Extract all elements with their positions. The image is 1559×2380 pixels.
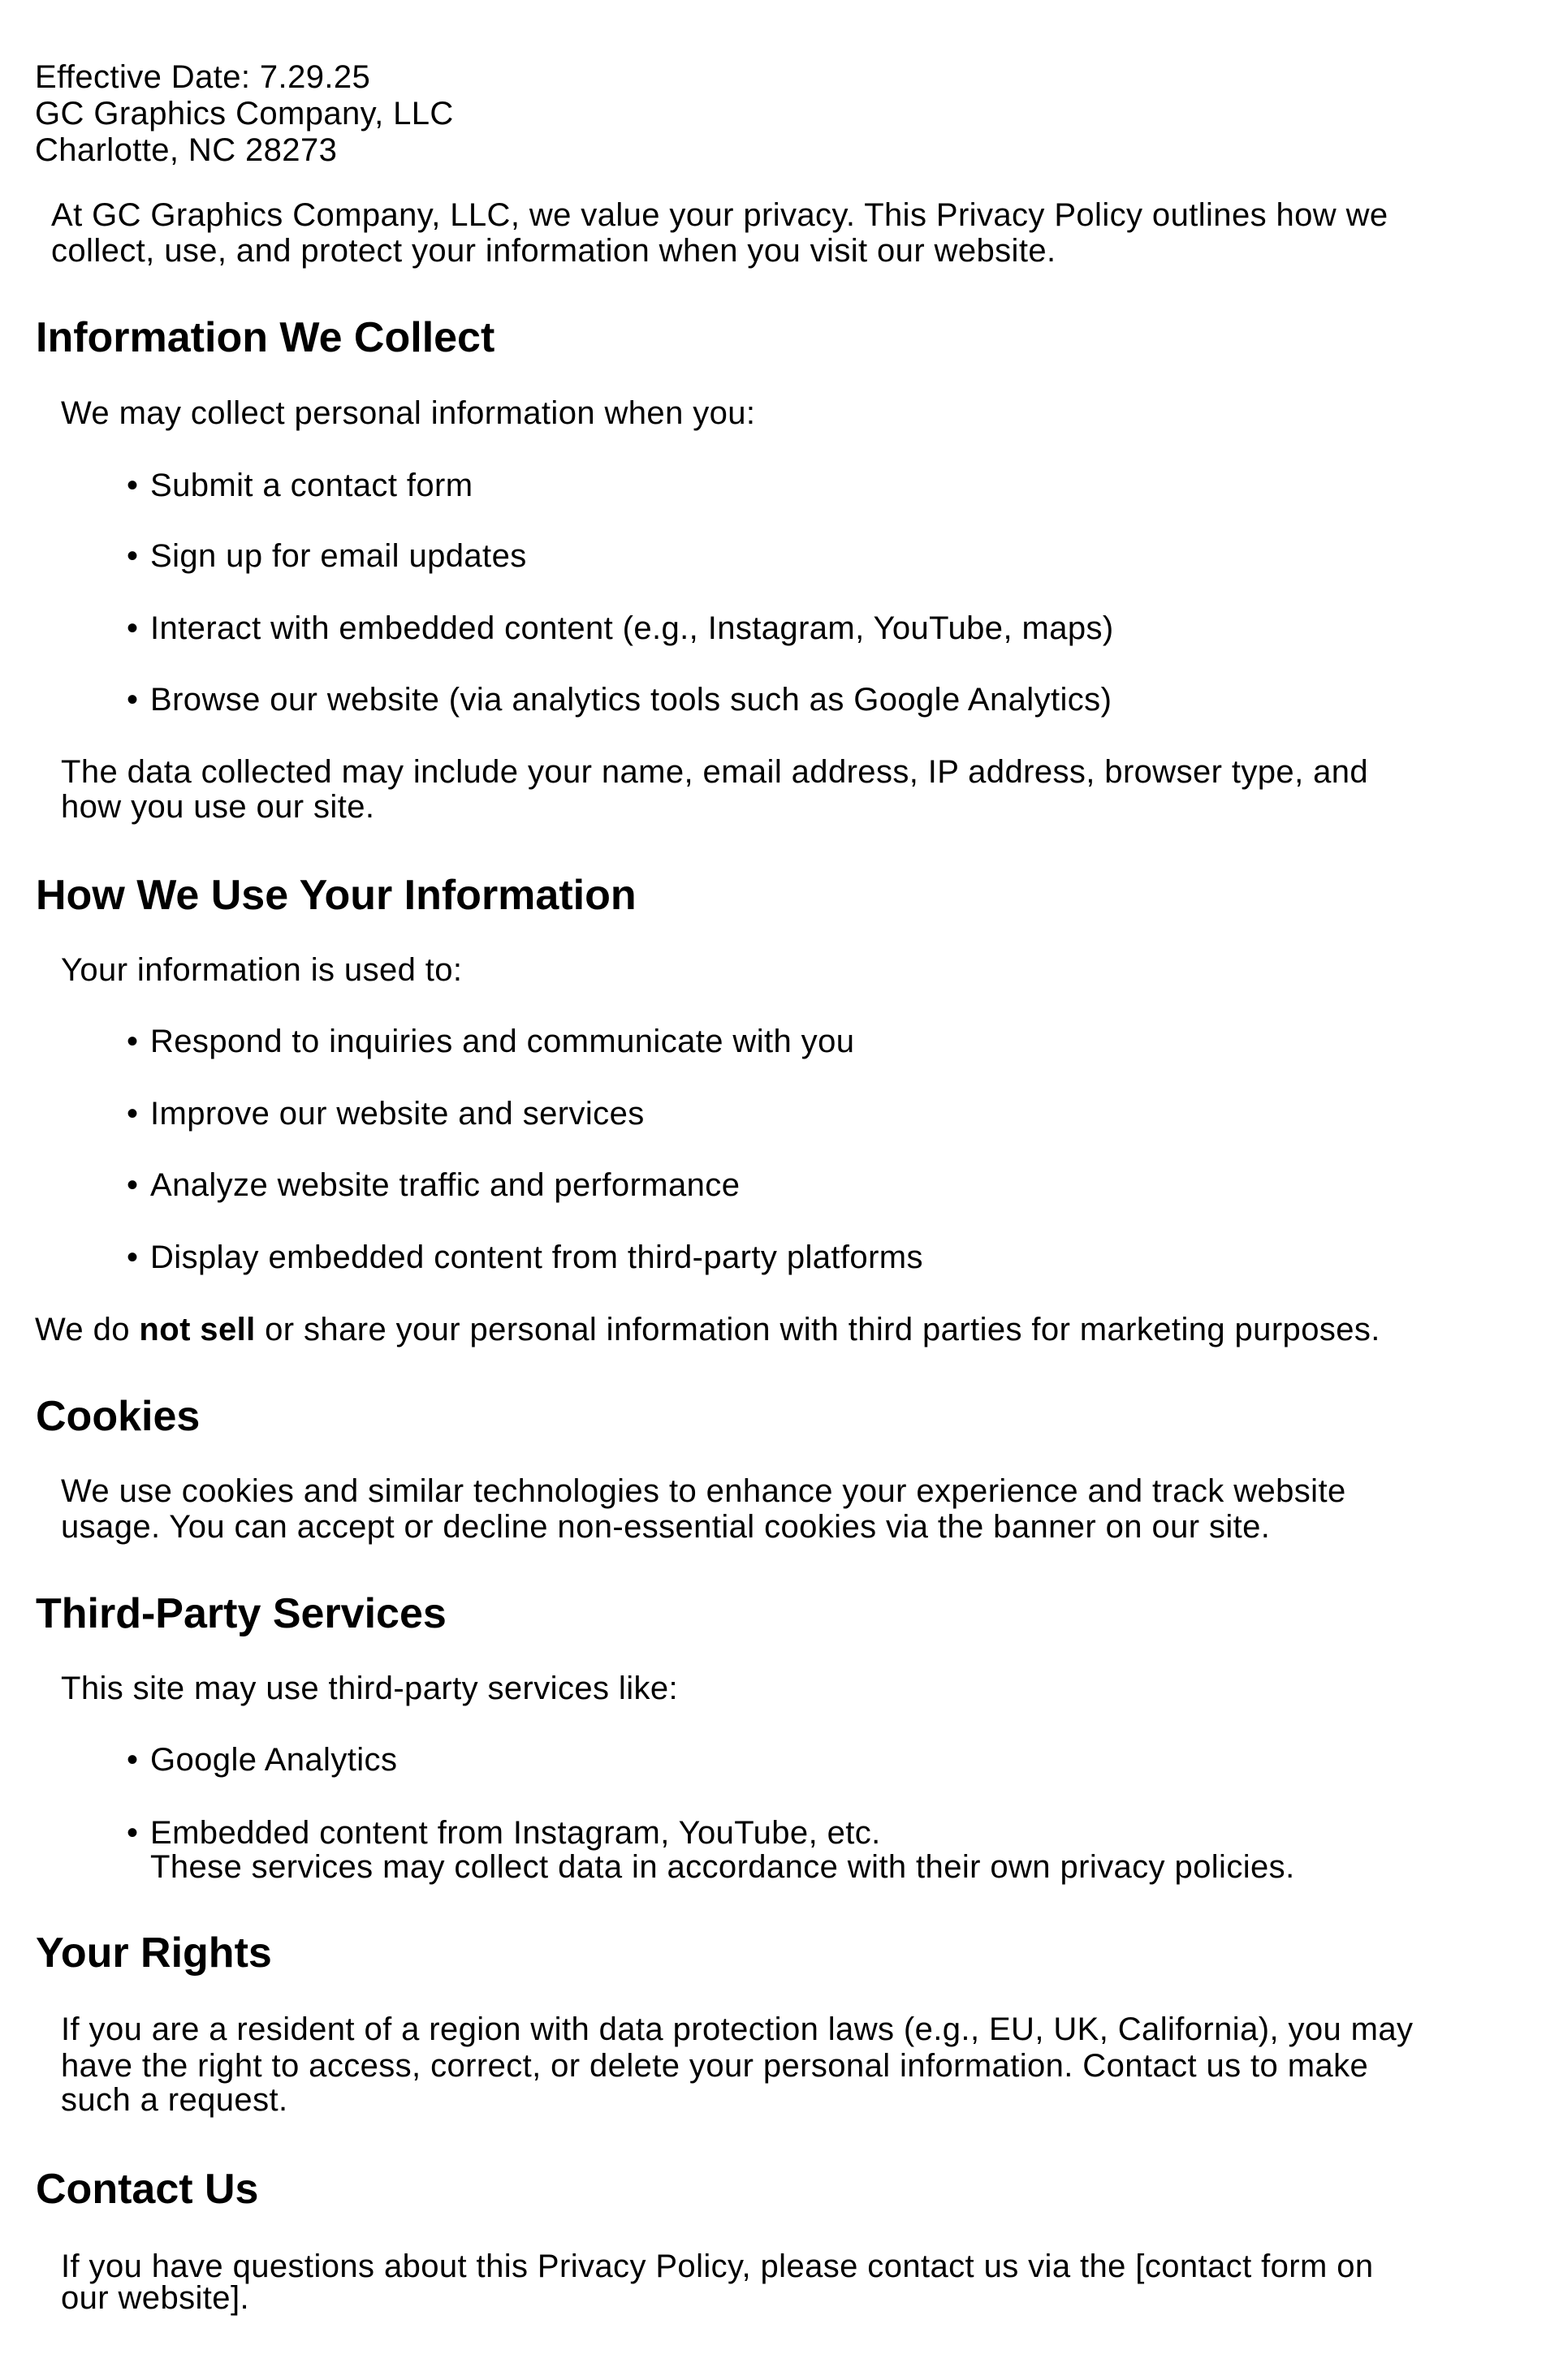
list-item-text: Respond to inquiries and communicate with you (150, 1024, 855, 1059)
list-item-text: Submit a contact form (150, 468, 473, 503)
section-lead: Your information is used to: (61, 952, 463, 988)
intro-line: collect, use, and protect your information when you visit our website. (51, 233, 1056, 269)
contact-line: If you have questions about this Privacy Policy, please contact us via the [contact form on (61, 2248, 1374, 2284)
list-item-continuation: These services may collect data in accordance with their own privacy policies. (150, 1849, 1295, 1885)
bullet-icon: • (127, 1167, 139, 1203)
not-sell-emphasis: not sell (139, 1312, 256, 1347)
section-heading: Information We Collect (36, 314, 495, 361)
bullet-icon: • (127, 682, 139, 718)
bullet-icon: • (127, 1096, 139, 1132)
not-sell-statement (35, 1312, 1380, 1347)
section-heading: Contact Us (36, 2166, 259, 2213)
cookies-line: We use cookies and similar technologies to enhance your experience and track website (61, 1473, 1346, 1509)
section-heading: How We Use Your Information (36, 872, 637, 919)
contact-line: our website]. (61, 2280, 249, 2316)
section-closing-line: how you use our site. (61, 789, 375, 825)
bullet-icon: • (127, 1024, 139, 1059)
effective-date: Effective Date: 7.29.25 (35, 59, 371, 95)
rights-line: have the right to access, correct, or delete your personal information. Contact us to make (61, 2048, 1369, 2084)
bullet-icon: • (127, 538, 139, 574)
list-item-text: Sign up for email updates (150, 538, 527, 574)
not-sell-suffix: or share your personal information with third parties for marketing purposes. (255, 1312, 1380, 1347)
list-item-text: Embedded content from Instagram, YouTube, etc. (150, 1815, 881, 1851)
list-item-text: Improve our website and services (150, 1096, 645, 1132)
bullet-icon: • (127, 468, 139, 503)
rights-line: such a request. (61, 2082, 288, 2118)
rights-line: If you are a resident of a region with data protection laws (e.g., EU, UK, California), you may (61, 2011, 1414, 2047)
section-lead: We may collect personal information when you: (61, 395, 756, 431)
list-item-text: Display embedded content from third-party platforms (150, 1240, 923, 1275)
list-item-text: Interact with embedded content (e.g., Instagram, YouTube, maps) (150, 610, 1114, 646)
section-heading: Third-Party Services (36, 1590, 447, 1637)
bullet-icon: • (127, 1742, 139, 1778)
list-item-text: Browse our website (via analytics tools such as Google Analytics) (150, 682, 1112, 718)
bullet-icon: • (127, 1240, 139, 1275)
bullet-icon: • (127, 1815, 139, 1851)
list-item-text: Google Analytics (150, 1742, 398, 1778)
section-lead: This site may use third-party services like: (61, 1671, 679, 1706)
bullet-icon: • (127, 610, 139, 646)
not-sell-prefix: We do (35, 1312, 140, 1347)
section-heading: Cookies (36, 1393, 201, 1440)
section-closing-line: The data collected may include your name, email address, IP address, browser type, and (61, 754, 1369, 790)
intro-line: At GC Graphics Company, LLC, we value your privacy. This Privacy Policy outlines how we (51, 197, 1388, 233)
company-location: Charlotte, NC 28273 (35, 132, 338, 168)
company-name: GC Graphics Company, LLC (35, 96, 454, 132)
list-item-text: Analyze website traffic and performance (150, 1167, 741, 1203)
cookies-line: usage. You can accept or decline non-essential cookies via the banner on our site. (61, 1509, 1271, 1545)
section-heading: Your Rights (36, 1929, 272, 1977)
